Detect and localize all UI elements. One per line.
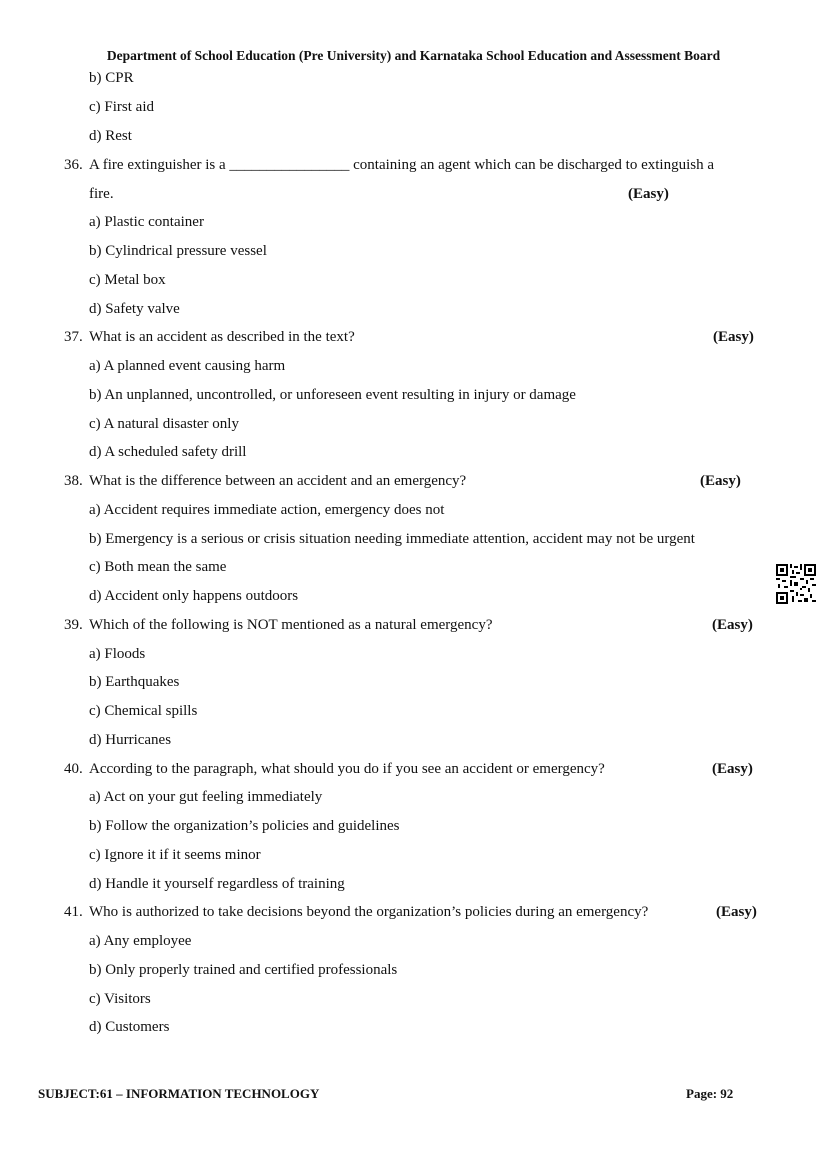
question-number: 38. — [64, 473, 83, 489]
option: a) A planned event causing harm — [89, 358, 286, 374]
option: c) Ignore it if it seems minor — [89, 847, 261, 863]
page-header: Department of School Education (Pre University) and Karnataka School Education and Assessment Board — [106, 48, 721, 63]
option: d) Accident only happens outdoors — [89, 588, 299, 604]
question-40 — [0, 757, 827, 781]
option: a) Floods — [89, 646, 146, 662]
option: c) Visitors — [89, 991, 151, 1007]
option: b) Cylindrical pressure vessel — [89, 243, 267, 259]
option: a) Any employee — [89, 933, 192, 949]
question-text: A fire extinguisher is a ________________ containing an agent which can be discharged to extinguish a — [89, 157, 714, 173]
option: d) Handle it yourself regardless of training — [89, 876, 345, 892]
option: d) Customers — [89, 1019, 170, 1035]
difficulty-badge: (Easy) — [712, 761, 753, 777]
option: d) Safety valve — [89, 301, 180, 317]
question-text: Who is authorized to take decisions beyond the organization’s policies during an emergency? — [89, 904, 649, 920]
option: d) A scheduled safety drill — [89, 444, 247, 460]
option: c) A natural disaster only — [89, 416, 239, 432]
difficulty-badge: (Easy) — [716, 904, 757, 920]
option: c) First aid — [89, 99, 154, 115]
question-41 — [0, 900, 827, 924]
option: b) Only properly trained and certified professionals — [89, 962, 398, 978]
question-text-cont: fire. — [89, 186, 114, 202]
option: b) Earthquakes — [89, 674, 180, 690]
question-text: What is an accident as described in the text? — [89, 329, 355, 345]
footer-subject: SUBJECT:61 – INFORMATION TECHNOLOGY — [38, 1086, 320, 1101]
difficulty-badge: (Easy) — [713, 329, 754, 345]
question-36 — [0, 153, 827, 177]
option: c) Both mean the same — [89, 559, 227, 575]
option: b) An unplanned, uncontrolled, or unforeseen event resulting in injury or damage — [89, 387, 576, 403]
option: b) Emergency is a serious or crisis situation needing immediate attention, accident may not be urgent — [89, 531, 695, 547]
question-number: 36. — [64, 157, 83, 173]
option: a) Act on your gut feeling immediately — [89, 789, 323, 805]
option: c) Chemical spills — [89, 703, 198, 719]
question-text: Which of the following is NOT mentioned as a natural emergency? — [89, 617, 493, 633]
question-number: 40. — [64, 761, 83, 777]
option: c) Metal box — [89, 272, 166, 288]
option: b) Follow the organization’s policies and guidelines — [89, 818, 400, 834]
option: a) Accident requires immediate action, emergency does not — [89, 502, 445, 518]
difficulty-badge: (Easy) — [628, 186, 669, 202]
question-37 — [0, 325, 827, 349]
difficulty-badge: (Easy) — [712, 617, 753, 633]
difficulty-badge: (Easy) — [700, 473, 741, 489]
question-text: According to the paragraph, what should you do if you see an accident or emergency? — [89, 761, 605, 777]
question-39 — [0, 613, 827, 637]
question-number: 39. — [64, 617, 83, 633]
question-38 — [0, 469, 827, 493]
option: a) Plastic container — [89, 214, 204, 230]
option: b) CPR — [89, 70, 134, 86]
question-36-cont — [0, 182, 827, 206]
option: d) Rest — [89, 128, 132, 144]
qr-code — [776, 564, 816, 604]
question-number: 37. — [64, 329, 83, 345]
page-number: Page: 92 — [686, 1086, 734, 1101]
question-text: What is the difference between an accident and an emergency? — [89, 473, 467, 489]
question-number: 41. — [64, 904, 83, 920]
option: d) Hurricanes — [89, 732, 172, 748]
